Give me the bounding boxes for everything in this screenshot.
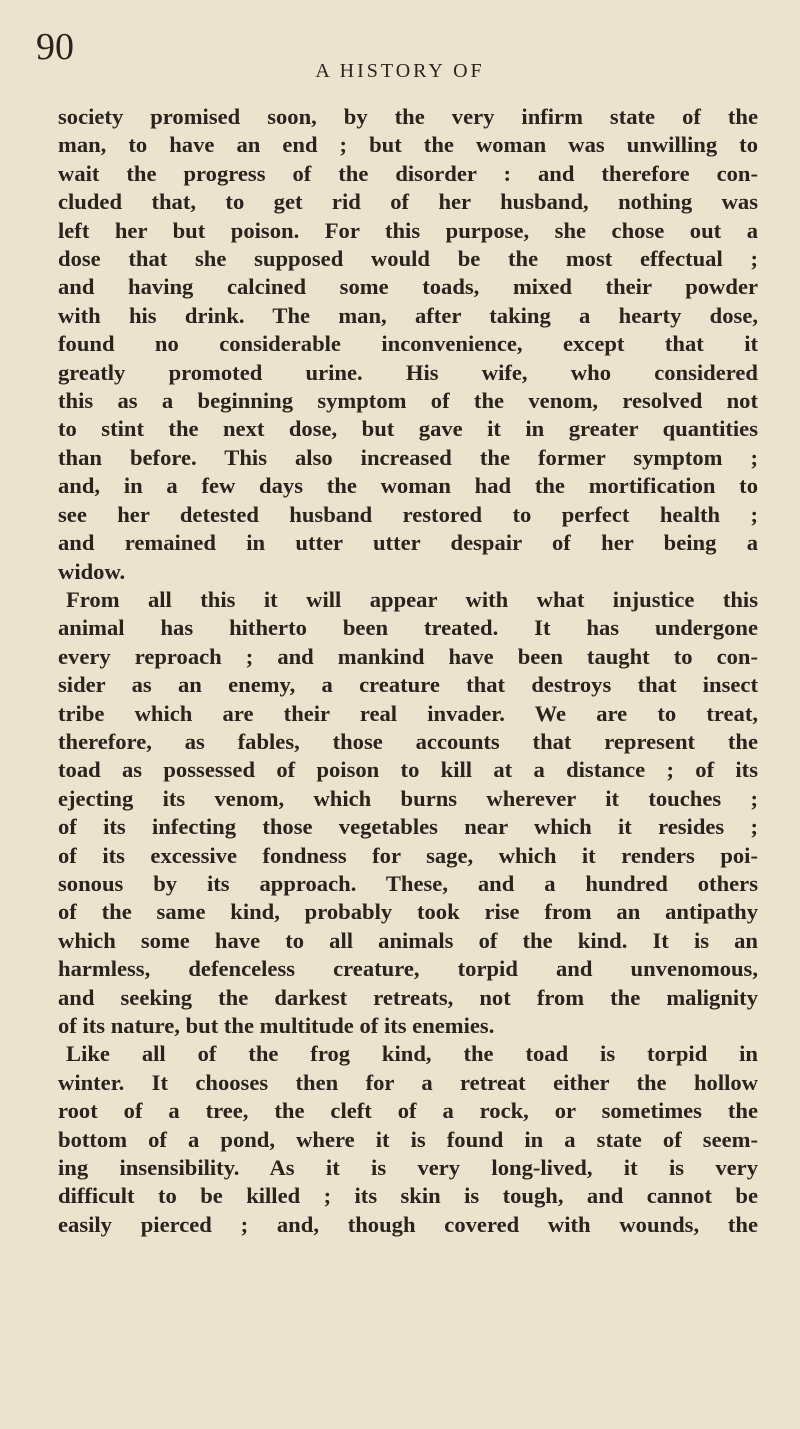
text-line: easily pierced ; and, though covered with wounds, the (58, 1211, 758, 1237)
text-line: toad as possessed of poison to kill at a distance ; of its (58, 757, 758, 783)
text-line: to stint the next dose, but gave it in greater quantities (58, 416, 758, 442)
text-line: of its infecting those vegetables near which it resides ; (58, 814, 758, 840)
text-line: tribe which are their real invader. We are to treat, (58, 700, 758, 726)
body-text (58, 103, 758, 1239)
paragraph (58, 586, 758, 1041)
text-line: than before. This also increased the former symptom ; (58, 444, 758, 470)
text-line: dose that she supposed would be the most effectual ; (58, 246, 758, 272)
text-line: greatly promoted urine. His wife, who considered (58, 359, 758, 385)
page-number: 90 (36, 26, 74, 68)
text-line: of the same kind, probably took rise from an antipathy (58, 899, 758, 925)
text-line: sonous by its approach. These, and a hundred others (58, 870, 758, 896)
text-line: and, in a few days the woman had the mortification to (58, 473, 758, 499)
text-line: and having calcined some toads, mixed their powder (58, 274, 758, 300)
text-line: root of a tree, the cleft of a rock, or sometimes the (58, 1098, 758, 1124)
text-line: animal has hitherto been treated. It has undergone (58, 615, 758, 641)
text-line: which some have to all animals of the kind. It is an (58, 927, 758, 953)
text-line: and remained in utter utter despair of her being a (58, 530, 758, 556)
text-line: of its excessive fondness for sage, which it renders poi- (58, 842, 758, 868)
text-line: society promised soon, by the very infirm state of the (58, 104, 758, 129)
text-line: ejecting its venom, which burns wherever it touches ; (58, 785, 758, 811)
text-line: this as a beginning symptom of the venom, resolved not (58, 388, 758, 414)
text-line: sider as an enemy, a creature that destroys that insect (58, 672, 758, 698)
text-line: man, to have an end ; but the woman was unwilling to (58, 132, 758, 158)
text-line: bottom of a pond, where it is found in a state of seem- (58, 1126, 758, 1152)
text-line: with his drink. The man, after taking a hearty dose, (58, 302, 758, 328)
text-line: difficult to be killed ; its skin is tough, and cannot be (58, 1183, 758, 1209)
text-line: widow. (58, 558, 126, 584)
text-line: and seeking the darkest retreats, not from the malignity (58, 984, 758, 1010)
text-line: ing insensibility. As it is very long-lived, it is very (58, 1155, 758, 1181)
text-line: therefore, as fables, those accounts that represent the (58, 728, 758, 754)
text-line: cluded that, to get rid of her husband, nothing was (58, 189, 758, 215)
text-line: of its nature, but the multitude of its enemies. (58, 1013, 495, 1038)
text-line: see her detested husband restored to perfect health ; (58, 501, 758, 527)
text-line: Like all of the frog kind, the toad is torpid in (66, 1041, 758, 1067)
text-line: left her but poison. For this purpose, she chose out a (58, 217, 758, 243)
text-line: wait the progress of the disorder : and therefore con- (58, 160, 758, 186)
text-line: winter. It chooses then for a retreat either the hollow (58, 1069, 758, 1095)
text-line: every reproach ; and mankind have been taught to con- (58, 643, 758, 669)
paragraph (58, 1040, 758, 1239)
paragraph (58, 103, 758, 586)
text-line: harmless, defenceless creature, torpid and unvenomous, (58, 956, 758, 982)
text-line: From all this it will appear with what injustice this (66, 586, 758, 612)
text-line: found no considerable inconvenience, except that it (58, 331, 758, 357)
running-head: A HISTORY OF (315, 60, 485, 82)
